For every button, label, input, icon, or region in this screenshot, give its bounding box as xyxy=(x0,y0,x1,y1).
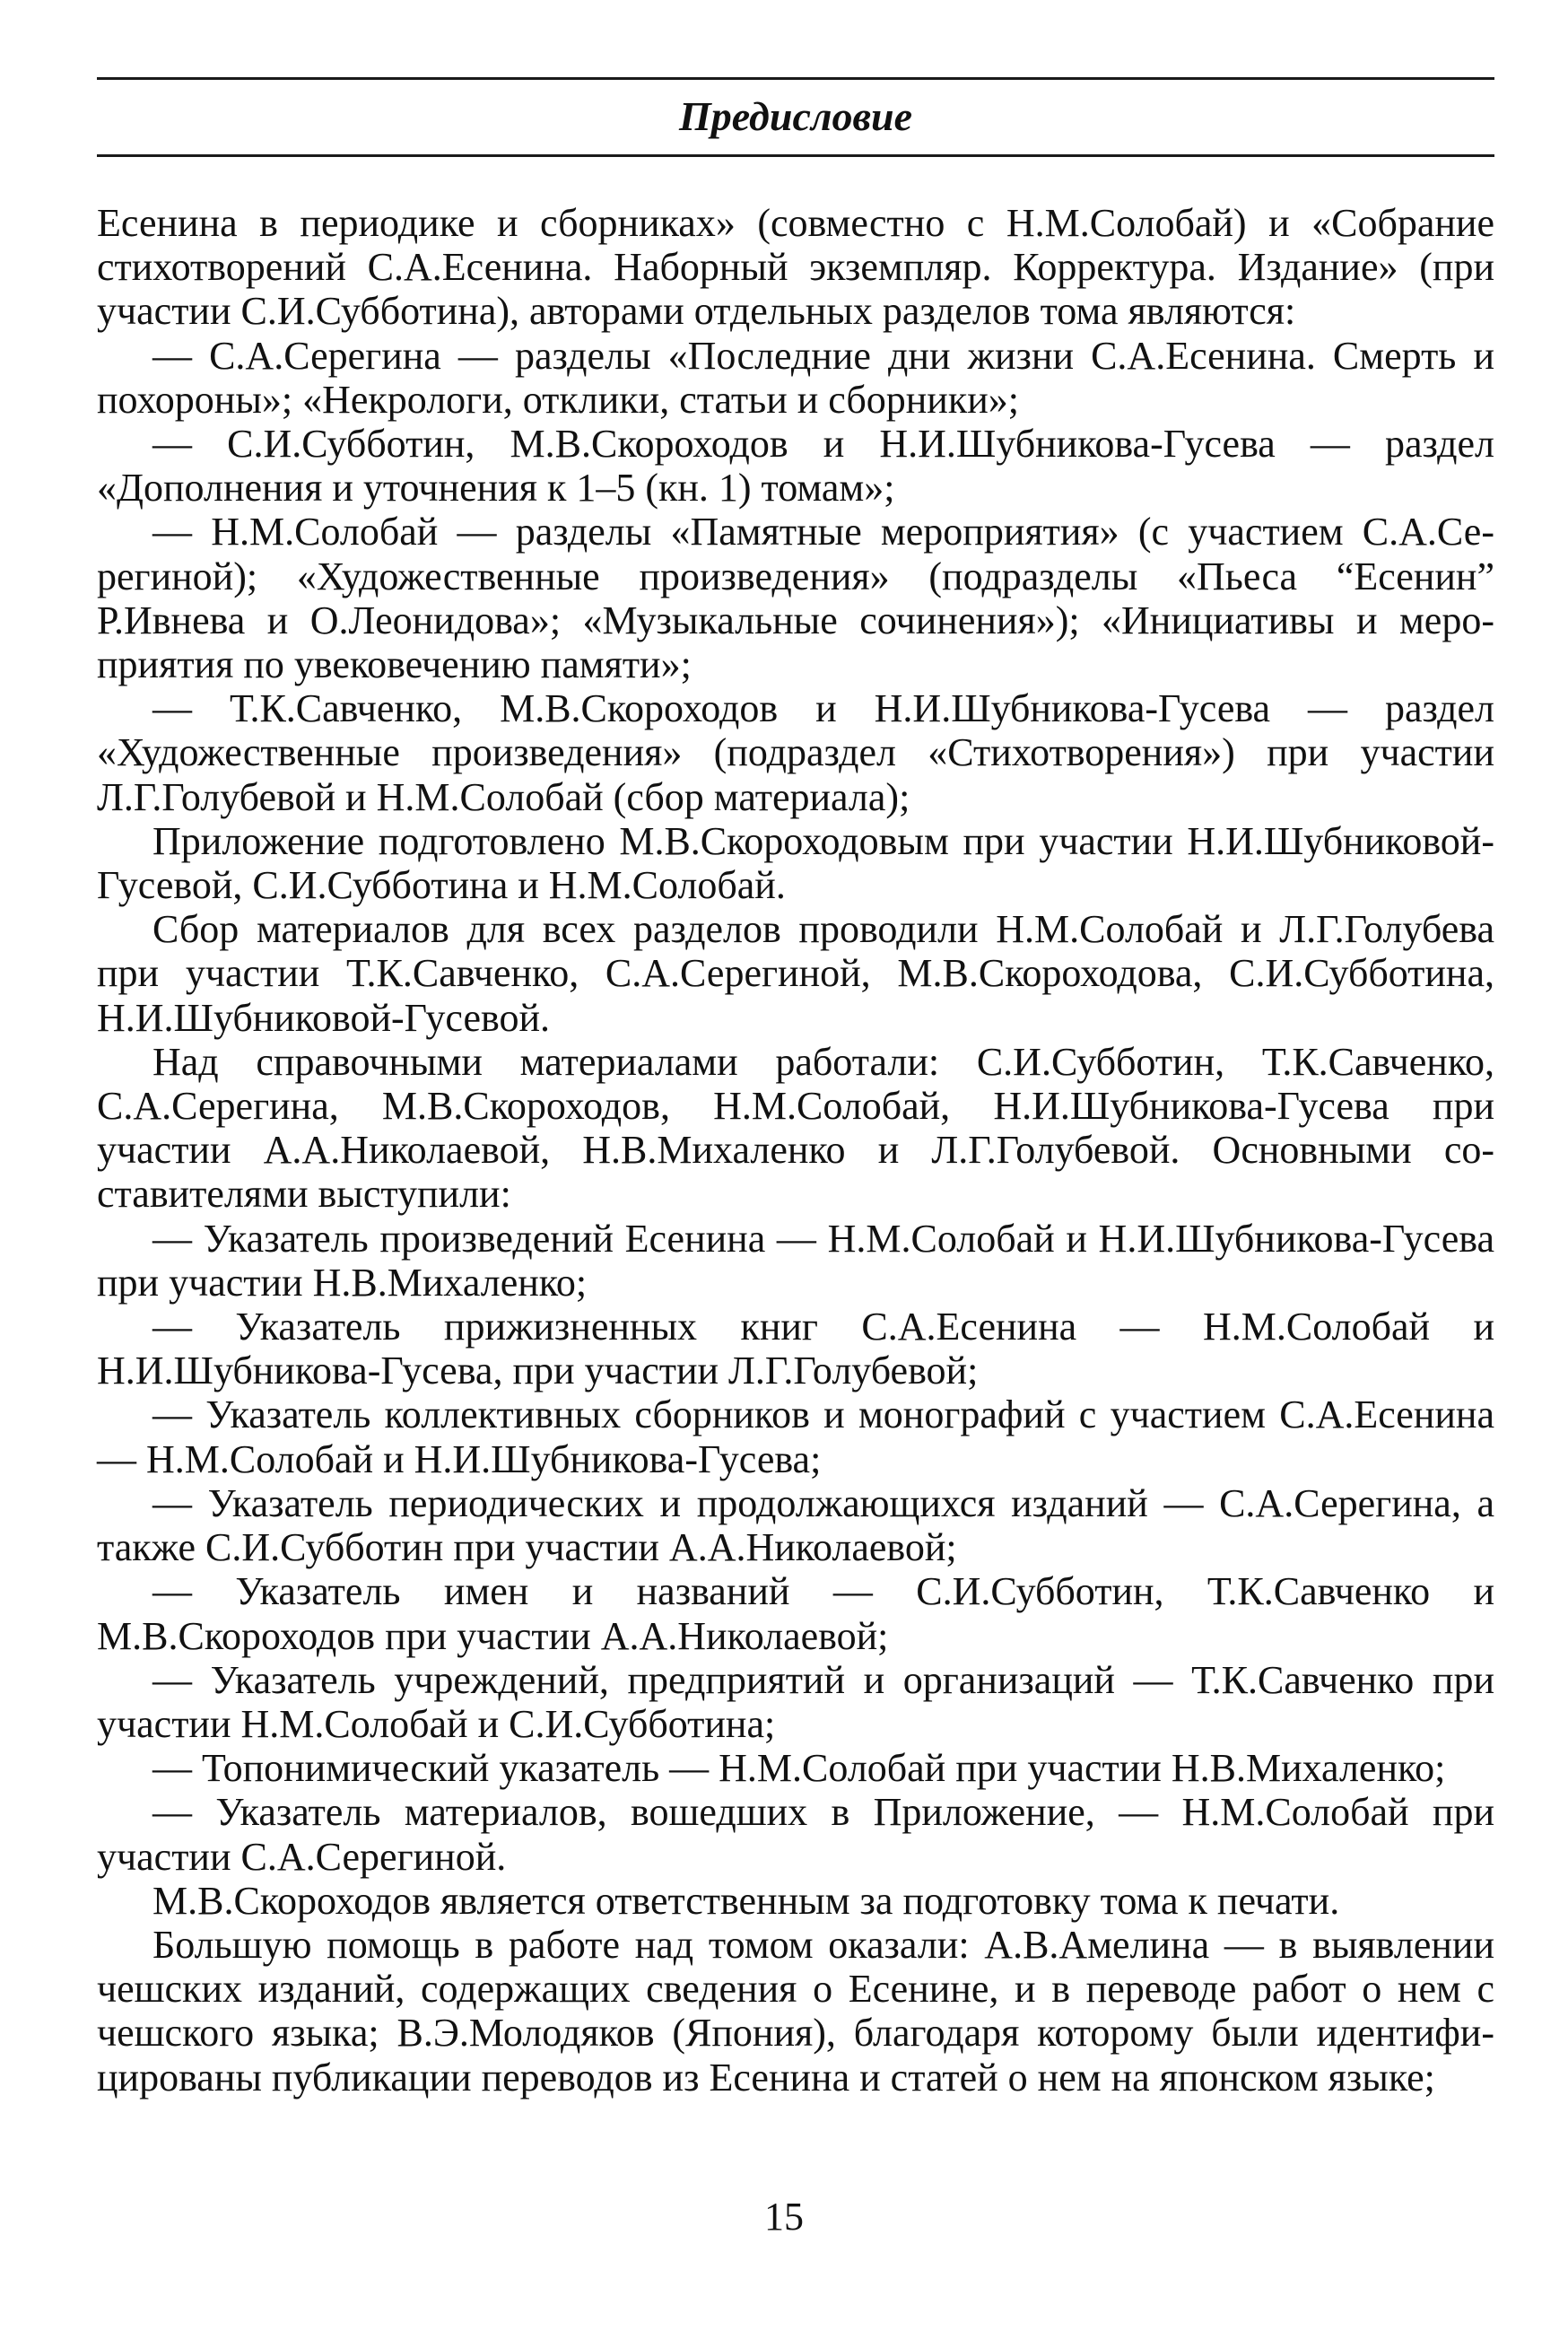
paragraph: — Указатель материалов, вошедших в Приложение, — Н.М.Солобай при участии С.А.Серегиной. xyxy=(97,1790,1494,1879)
paragraph: — Указатель коллективных сборников и монографий с участием С.А.Есенина — Н.М.Солобай и Н.И.Шубникова-Гусева; xyxy=(97,1392,1494,1481)
paragraph: М.В.Скороходов является ответственным за подготовку тома к печати. xyxy=(152,1878,1340,1923)
paragraph: — С.И.Субботин, М.В.Скороходов и Н.И.Шубникова-Гусева — раздел «Дополнения и уточнения к 1–5 (кн. 1) томам»; xyxy=(97,422,1494,511)
paragraph: — Указатель имен и названий — С.И.Субботин, Т.К.Савченко и М.В.Скороходов при участии А.А.Николаевой; xyxy=(97,1569,1494,1658)
paragraph: Большую помощь в работе над томом оказали: А.В.Амелина — в выявлении чешских изданий, содержащих сведения о Есенине, и в переводе работ о нем с чешского языка; В.Э.Молодяков (Япония), благодаря которому были идентифицированы публикации переводов из Есенина и статей о нем на японском языке; xyxy=(97,1922,1494,2100)
running-header: Предисловие xyxy=(678,93,913,139)
body-text xyxy=(97,201,1494,2100)
paragraph: — Указатель прижизненных книг С.А.Есенина — Н.М.Солобай и Н.И.Шубникова-Гусева, при участии Л.Г.Голубевой; xyxy=(97,1305,1494,1393)
paragraph: — С.А.Серегина — разделы «Последние дни жизни С.А.Есенина. Смерть и похороны»; «Некрологи, отклики, статьи и сборники»; xyxy=(97,333,1494,422)
paragraph: Над справочными материалами работали: С.И.Субботин, Т.К.Савченко, С.А.Серегина, М.В.Скороходов, Н.М.Солобай, Н.И.Шубникова-Гусева при участии А.А.Николаевой, Н.В.Михаленко и Л.Г.Голубевой. Основными составителями выступили: xyxy=(97,1039,1494,1217)
page-number: 15 xyxy=(764,2195,804,2239)
header-rule-top xyxy=(97,77,1494,80)
paragraph: Есенина в периодике и сборниках» (совместно с Н.М.Солобай) и «Собрание стихотворений С.А.Есенина. Наборный экземпляр. Корректура. Издание» (при участии С.И.Субботина), авторами отдельных разделов тома являются: xyxy=(97,201,1494,334)
paragraph: — Н.М.Солобай — разделы «Памятные мероприятия» (с участием С.А.Серегиной); «Художественные произведения» (подразделы «Пьеса “Есенин” Р.Ивнева и О.Леонидова»; «Музыкальные сочинения»); «Инициативы и мероприятия по увековечению памяти»; xyxy=(97,510,1494,687)
paragraph: — Т.К.Савченко, М.В.Скороходов и Н.И.Шубникова-Гусева — раздел «Художественные произведения» (подраздел «Стихотворения») при участии Л.Г.Голубевой и Н.М.Солобай (сбор материала); xyxy=(97,686,1494,819)
header-rule-bottom xyxy=(97,154,1494,157)
paragraph: — Указатель произведений Есенина — Н.М.Солобай и Н.И.Шубникова-Гусева при участии Н.В.Михаленко; xyxy=(97,1216,1494,1305)
paragraph: — Топонимический указатель — Н.М.Солобай при участии Н.В.Михаленко; xyxy=(152,1746,1446,1791)
paragraph: Приложение подготовлено М.В.Скороходовым при участии Н.И.Шубниковой-Гусевой, С.И.Субботина и Н.М.Солобай. xyxy=(97,818,1494,908)
paragraph: Сбор материалов для всех разделов проводили Н.М.Солобай и Л.Г.Голубева при участии Т.К.Савченко, С.А.Серегиной, М.В.Скороходова, С.И.Субботина, Н.И.Шубниковой-Гусевой. xyxy=(97,907,1494,1040)
paragraph: — Указатель учреждений, предприятий и организаций — Т.К.Савченко при участии Н.М.Солобай и С.И.Субботина; xyxy=(97,1657,1494,1746)
paragraph: — Указатель периодических и продолжающихся изданий — С.А.Серегина, а также С.И.Субботин при участии А.А.Николаевой; xyxy=(97,1480,1494,1570)
